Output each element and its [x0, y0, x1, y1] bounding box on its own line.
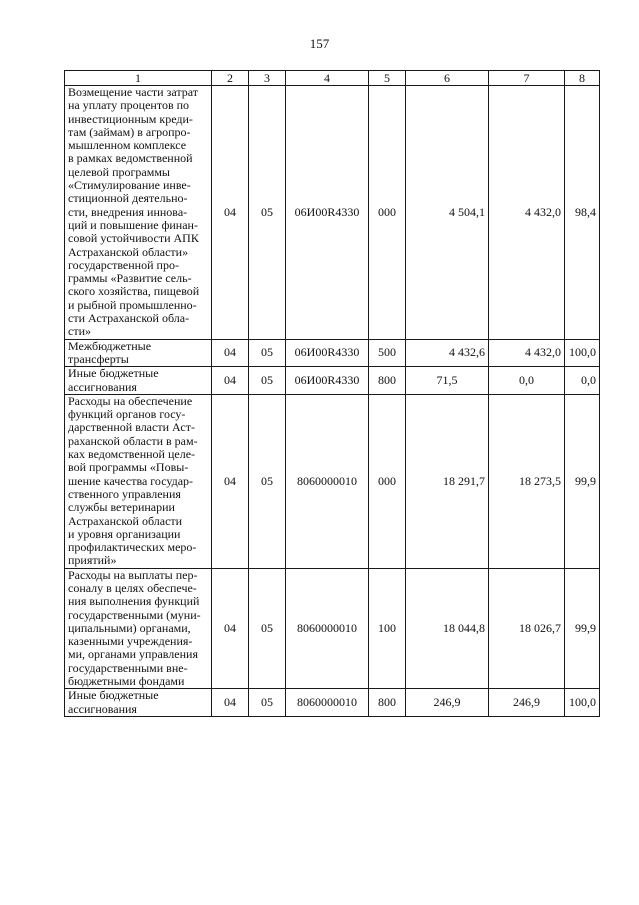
row-expense-type: 000	[369, 86, 406, 340]
row-description: Иные бюджетные ассигнования	[65, 367, 212, 395]
header-col-6: 6	[406, 71, 489, 86]
row-percent: 99,9	[565, 394, 600, 568]
row-expense-type: 800	[369, 367, 406, 395]
row-section-code: 04	[212, 689, 249, 717]
header-col-3: 3	[249, 71, 286, 86]
row-value-col6: 246,9	[406, 689, 489, 717]
row-target-article: 8060000010	[286, 568, 369, 689]
row-value-col6: 4 432,6	[406, 339, 489, 367]
row-percent: 98,4	[565, 86, 600, 340]
row-value-col7: 4 432,0	[489, 86, 565, 340]
table-row	[65, 367, 600, 395]
header-col-2: 2	[212, 71, 249, 86]
row-value-col6: 71,5	[406, 367, 489, 395]
row-expense-type: 000	[369, 394, 406, 568]
row-value-col6: 18 291,7	[406, 394, 489, 568]
row-description: Иные бюджетные ассигнования	[65, 689, 212, 717]
row-value-col6: 4 504,1	[406, 86, 489, 340]
row-value-col7: 18 026,7	[489, 568, 565, 689]
row-value-col7: 0,0	[489, 367, 565, 395]
row-percent: 100,0	[565, 689, 600, 717]
row-expense-type: 800	[369, 689, 406, 717]
row-section-code: 04	[212, 339, 249, 367]
row-target-article: 8060000010	[286, 689, 369, 717]
row-expense-type: 500	[369, 339, 406, 367]
header-col-4: 4	[286, 71, 369, 86]
header-row	[65, 71, 600, 86]
row-subsection-code: 05	[249, 86, 286, 340]
table-row	[65, 689, 600, 717]
row-section-code: 04	[212, 568, 249, 689]
header-col-8: 8	[565, 71, 600, 86]
row-section-code: 04	[212, 367, 249, 395]
page-number: 157	[309, 36, 330, 51]
row-value-col7: 4 432,0	[489, 339, 565, 367]
row-target-article: 8060000010	[286, 394, 369, 568]
row-description: Возмещение части затрат на уплату процентов по инвестиционным креди- там (займам) в агропро- мышленном комплексе в рамках ведомственной целевой программы «Стимулирование инве- стиционной деятельно- сти, внедрения иннова- ций и повышение финан- совой устойчивости АПК Астраханской области» государственной про- граммы «Развитие сель- ского хозяйства, пищевой и рыбной промышленно- сти Астраханской обла- сти»	[65, 86, 212, 340]
budget-table	[64, 70, 600, 717]
row-subsection-code: 05	[249, 689, 286, 717]
row-value-col7: 18 273,5	[489, 394, 565, 568]
row-target-article: 06И00R4330	[286, 367, 369, 395]
row-description: Расходы на обеспечение функций органов госу- дарственной власти Аст- раханской области в рам- ках ведомственной целе- вой программы «Повы- шение качества государ- ственного управления службы ветеринарии Астраханской области и уровня организации профилактических меро- приятий»	[65, 394, 212, 568]
header-col-7: 7	[489, 71, 565, 86]
row-subsection-code: 05	[249, 394, 286, 568]
row-value-col7: 246,9	[489, 689, 565, 717]
row-subsection-code: 05	[249, 568, 286, 689]
table-row	[65, 86, 600, 340]
row-section-code: 04	[212, 394, 249, 568]
row-section-code: 04	[212, 86, 249, 340]
row-target-article: 06И00R4330	[286, 86, 369, 340]
row-subsection-code: 05	[249, 367, 286, 395]
row-description: Расходы на выплаты пер- соналу в целях обеспече- ния выполнения функций государственными (муни- ципальными) органами, казенными учреждения- ми, органами управления государственными вне- бюджетными фондами	[65, 568, 212, 689]
row-value-col6: 18 044,8	[406, 568, 489, 689]
header-col-5: 5	[369, 71, 406, 86]
table-row	[65, 339, 600, 367]
table-row	[65, 568, 600, 689]
row-percent: 100,0	[565, 339, 600, 367]
row-expense-type: 100	[369, 568, 406, 689]
row-description: Межбюджетные трансферты	[65, 339, 212, 367]
row-percent: 99,9	[565, 568, 600, 689]
row-subsection-code: 05	[249, 339, 286, 367]
row-percent: 0,0	[565, 367, 600, 395]
header-col-1: 1	[65, 71, 212, 86]
row-target-article: 06И00R4330	[286, 339, 369, 367]
table-row	[65, 394, 600, 568]
